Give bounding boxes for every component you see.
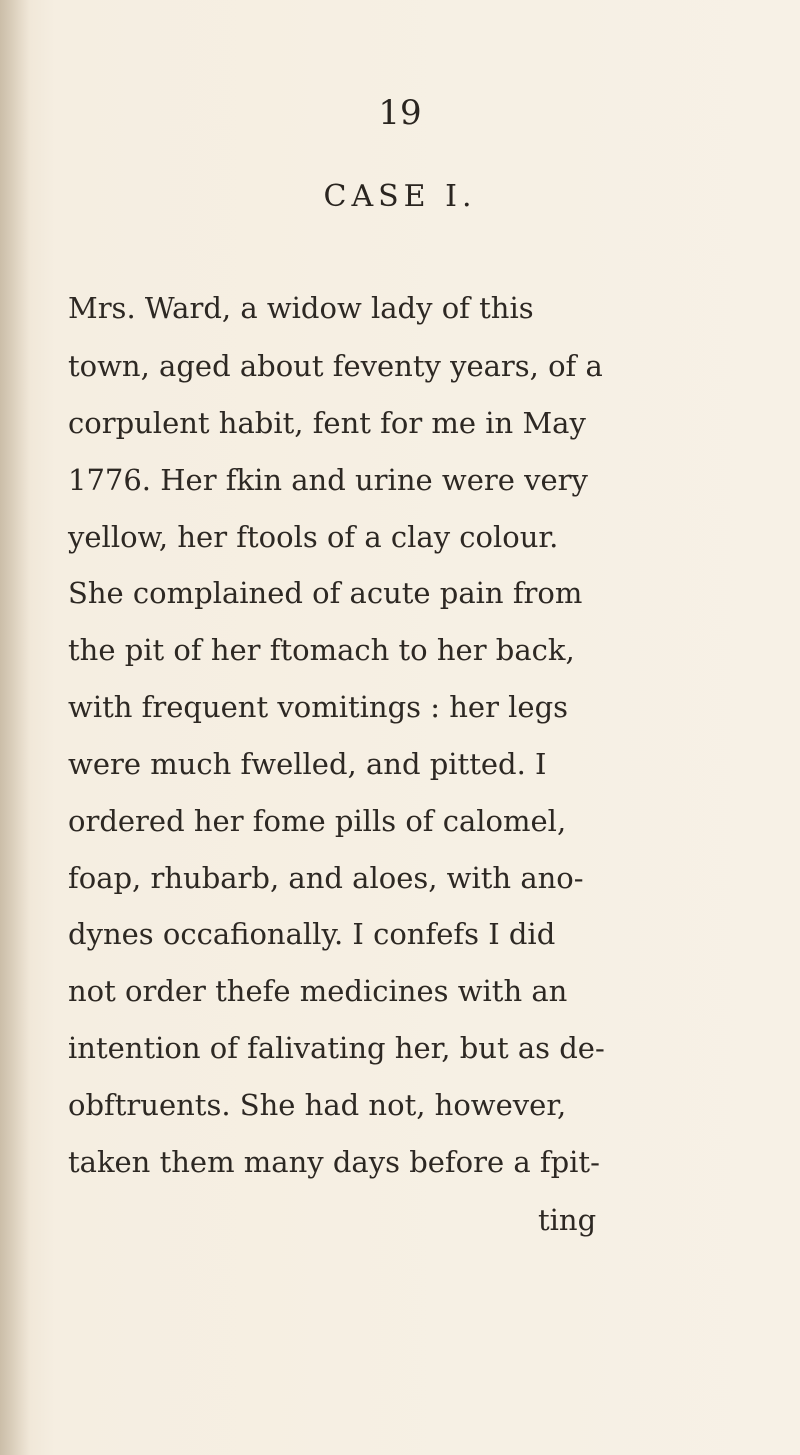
text-line: with frequent vomitings : her legs (68, 690, 569, 724)
text-line: Mrs. Ward, a widow lady of this (68, 291, 534, 325)
page-number: 19 (378, 93, 422, 133)
text-line: the pit of her ftomach to her back, (68, 633, 575, 667)
text-line: were much fwelled, and pitted. I (68, 747, 547, 781)
catchword: ting (538, 1203, 597, 1237)
text-line: intention of falivating her, but as de- (68, 1031, 605, 1065)
case-heading: CASE I. (323, 179, 477, 214)
text-line: 1776. Her fkin and urine were very (68, 463, 588, 497)
text-line: dynes occafionally. I confefs I did (68, 917, 556, 951)
text-line: foap, rhubarb, and aloes, with ano- (68, 861, 584, 895)
text-line: taken them many days before a fpit- (68, 1145, 600, 1179)
text-line: obftruents. She had not, however, (68, 1088, 567, 1122)
text-line: corpulent habit, fent for me in May (68, 406, 586, 440)
text-line: yellow, her ftools of a clay colour. (68, 520, 559, 554)
text-line: town, aged about feventy years, of a (68, 349, 603, 383)
text-line: ordered her fome pills of calomel, (68, 804, 567, 838)
spine-shadow (0, 0, 30, 1455)
text-line: She complained of acute pain from (68, 576, 583, 610)
text-line: not order thefe medicines with an (68, 974, 568, 1008)
